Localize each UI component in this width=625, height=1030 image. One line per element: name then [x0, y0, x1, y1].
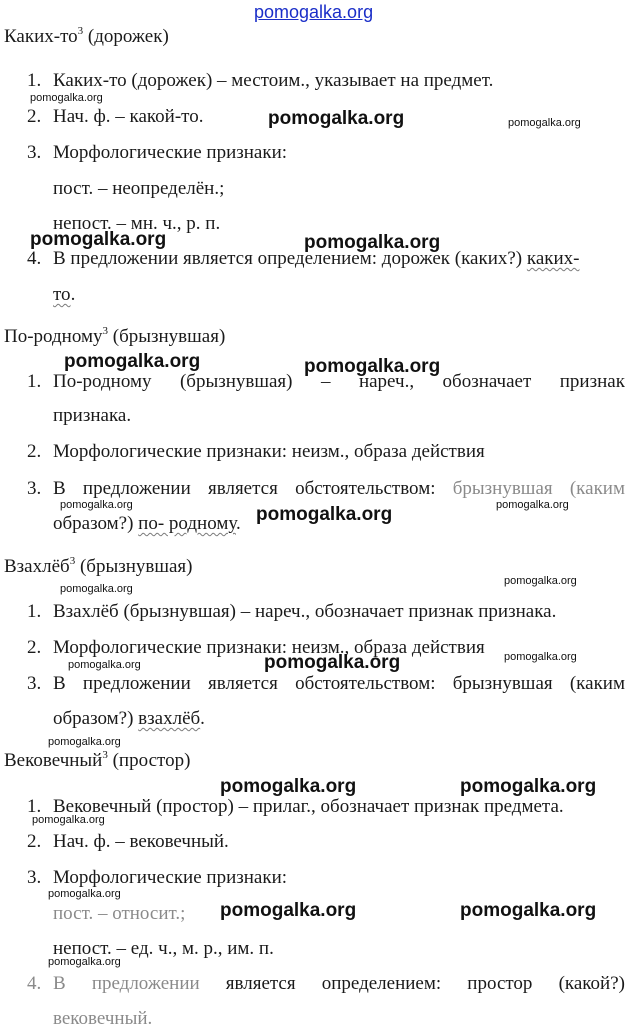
item-number: 3.: [27, 478, 42, 499]
watermark: pomogalka.org: [68, 659, 141, 671]
watermark: pomogalka.org: [268, 108, 405, 129]
watermark: pomogalka.org: [30, 229, 167, 250]
watermark-top[interactable]: pomogalka.org: [254, 2, 374, 22]
section-heading-1: [4, 26, 169, 48]
watermark: pomogalka.org: [64, 351, 201, 372]
word: (каким: [569, 478, 625, 499]
underlined-word: взахлёб: [138, 708, 201, 729]
word: обстоятельством:: [295, 673, 436, 694]
heading-word: Вековечный: [4, 750, 103, 771]
watermark: pomogalka.org: [220, 900, 357, 921]
item-text: Морфологические признаки:: [53, 142, 288, 163]
watermark: pomogalka.org: [304, 232, 441, 253]
watermark: pomogalka.org: [48, 888, 121, 900]
word: (брызнувшая): [179, 371, 293, 392]
word: В: [53, 673, 66, 694]
word: простор: [467, 973, 533, 994]
item-text: Морфологические признаки:: [53, 867, 288, 888]
word: В: [53, 478, 66, 499]
watermark: pomogalka.org: [48, 736, 121, 748]
heading-word: Взахлёб: [4, 556, 70, 577]
word: По-родному: [53, 371, 152, 392]
item-text-cont: признака.: [53, 405, 132, 426]
item-number: 4.: [27, 973, 42, 994]
heading-rest: (брызнувшая): [79, 556, 193, 577]
word: является: [208, 673, 278, 694]
section-heading-3: [4, 556, 193, 578]
section-heading-4: [4, 750, 190, 772]
watermark: pomogalka.org: [504, 575, 577, 587]
item-text-part: .: [200, 708, 205, 729]
underlined-word: то: [53, 284, 71, 305]
heading-rest: (простор): [112, 750, 191, 771]
word: предложении: [91, 973, 200, 994]
item-text: Морфологические признаки: неизм., образа действия: [53, 637, 485, 658]
item-text: Нач. ф. – вековечный.: [53, 831, 229, 852]
item-subtext: пост. – неопределён.;: [53, 178, 225, 199]
item-text-justified: [53, 673, 625, 695]
item-number: 4.: [27, 248, 42, 269]
word: нареч.,: [358, 371, 415, 392]
item-text-justified: [53, 973, 625, 995]
item-text-part: В предложении является определением: дорожек (каких?): [53, 248, 523, 269]
word: признак: [559, 371, 625, 392]
watermark: pomogalka.org: [496, 499, 569, 511]
watermark: pomogalka.org: [460, 776, 597, 797]
watermark: pomogalka.org: [504, 651, 577, 663]
item-number: 1.: [27, 601, 42, 622]
item-number: 1.: [27, 796, 42, 817]
item-text: Морфологические признаки: неизм., образа действия: [53, 441, 485, 462]
item-text-cont: [53, 708, 205, 730]
word: обстоятельством:: [295, 478, 436, 499]
item-number: 2.: [27, 637, 42, 658]
item-number: 3.: [27, 673, 42, 694]
word: является: [225, 973, 296, 994]
word: В: [53, 973, 66, 994]
watermark: pomogalka.org: [30, 92, 103, 104]
item-text-cont: [53, 284, 75, 306]
watermark: pomogalka.org: [508, 117, 581, 129]
word: предложении: [82, 673, 191, 694]
item-text-part: образом?): [53, 513, 134, 534]
item-text: Вековечный (простор) – прилаг., обозначает признак предмета.: [53, 796, 564, 817]
heading-sup: 3: [102, 324, 108, 337]
word: брызнувшая: [452, 673, 553, 694]
word: определением:: [321, 973, 442, 994]
underlined-word: каких-: [526, 248, 580, 269]
item-text: Взахлёб (брызнувшая) – нареч., обозначает признак признака.: [53, 601, 557, 622]
word: обозначает: [442, 371, 532, 392]
item-number: 1.: [27, 371, 42, 392]
item-number: 1.: [27, 70, 42, 91]
underlined-word: по- родному: [138, 513, 236, 534]
heading-sup: 3: [69, 554, 76, 567]
word: (каким: [569, 673, 625, 694]
watermark: pomogalka.org: [256, 504, 393, 525]
watermark: pomogalka.org: [264, 652, 401, 673]
section-heading-2: [4, 326, 225, 348]
heading-word: Каких-то: [4, 26, 78, 47]
item-subtext: непост. – ед. ч., м. р., им. п.: [53, 938, 274, 959]
item-number: 2.: [27, 106, 42, 127]
heading-rest: (дорожек): [87, 26, 169, 47]
watermark: pomogalka.org: [304, 356, 441, 377]
word: является: [208, 478, 278, 499]
item-text-part: .: [70, 284, 76, 305]
item-subtext: пост. – относит.;: [53, 903, 186, 924]
watermark: pomogalka.org: [460, 900, 597, 921]
word: (какой?): [558, 973, 625, 994]
word: –: [320, 371, 331, 392]
word: брызнувшая: [452, 478, 553, 499]
item-number: 3.: [27, 867, 42, 888]
item-subtext: непост. – мн. ч., р. п.: [53, 213, 221, 234]
heading-sup: 3: [102, 748, 108, 761]
heading-word: По-родному: [4, 326, 103, 347]
item-text: Нач. ф. – какой-то.: [53, 106, 204, 127]
watermark: pomogalka.org: [220, 776, 357, 797]
word: предложении: [82, 478, 191, 499]
item-text-cont: вековечный.: [53, 1008, 153, 1029]
item-text: Каких-то (дорожек) – местоим., указывает на предмет.: [53, 70, 494, 91]
item-text-justified: [53, 478, 625, 500]
heading-sup: 3: [77, 24, 84, 37]
item-text-part: образом?): [53, 708, 134, 729]
watermark: pomogalka.org: [48, 956, 121, 968]
item-number: 3.: [27, 142, 42, 163]
watermark: pomogalka.org: [60, 499, 133, 511]
heading-rest: (брызнувшая): [112, 326, 226, 347]
item-text-cont: [53, 513, 241, 535]
item-text-part: .: [235, 513, 241, 534]
item-number: 2.: [27, 831, 42, 852]
watermark: pomogalka.org: [60, 583, 133, 595]
item-number: 2.: [27, 441, 42, 462]
watermark: pomogalka.org: [32, 814, 105, 826]
